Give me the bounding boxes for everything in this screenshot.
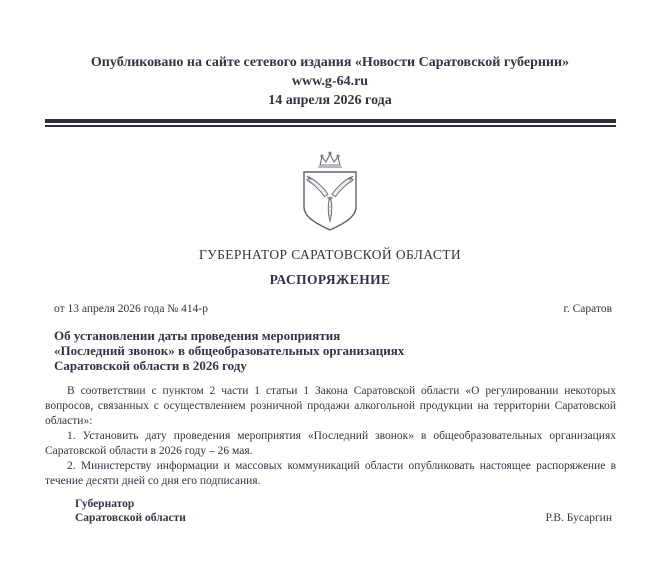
document-type-title: РАСПОРЯЖЕНИЕ: [269, 272, 391, 287]
signatory-position: [75, 497, 186, 525]
body-paragraph-item-2: 2. Министерству информации и массовых коммуникаций области опубликовать настоящее распоряжение в течение десяти дней со дня его подписания.: [45, 460, 616, 487]
emblem-container: [0, 151, 660, 242]
document-body: [45, 384, 616, 489]
date-place-row: [54, 303, 612, 315]
double-rule-thin-line: [45, 125, 616, 127]
publication-header: [0, 0, 660, 110]
document-place: г. Саратов: [563, 303, 612, 315]
document-subject: [54, 328, 600, 373]
document-date-number: от 13 апреля 2026 года № 414-р: [54, 303, 208, 315]
signature-block: [75, 497, 612, 525]
signatory-name: Р.В. Бусаргин: [545, 512, 612, 524]
issuing-authority: ГУБЕРНАТОР САРАТОВСКОЙ ОБЛАСТИ: [198, 247, 462, 262]
body-paragraph-item-1: 1. Установить дату проведения мероприятия «Последний звонок» в общеобразовательных организациях Саратовской области в 2026 году – 26 мая.: [45, 430, 616, 457]
coat-of-arms-saratov-oblast-icon: [297, 151, 363, 237]
double-rule-divider: [45, 119, 616, 127]
publication-date: 14 апреля 2026 года: [268, 93, 392, 108]
publication-note: Опубликовано на сайте сетевого издания «Новости Саратовской губернии»: [90, 55, 570, 70]
subject-line: «Последний звонок» в общеобразовательных организациях: [54, 343, 405, 358]
subject-line: Саратовской области в 2026 году: [54, 358, 247, 373]
publication-site-url: www.g-64.ru: [291, 74, 369, 89]
signatory-position-line: Губернатор: [75, 498, 135, 510]
body-paragraph-preamble: В соответствии с пунктом 2 части 1 статьи 1 Закона Саратовской области «О регулировании некоторых вопросов, связанных с осуществлением розничной продажи алкогольной продукции на территории Саратовской области»:: [45, 385, 616, 427]
subject-line: Об установлении даты проведения мероприятия: [54, 328, 341, 343]
signatory-position-line: Саратовской области: [75, 512, 186, 524]
